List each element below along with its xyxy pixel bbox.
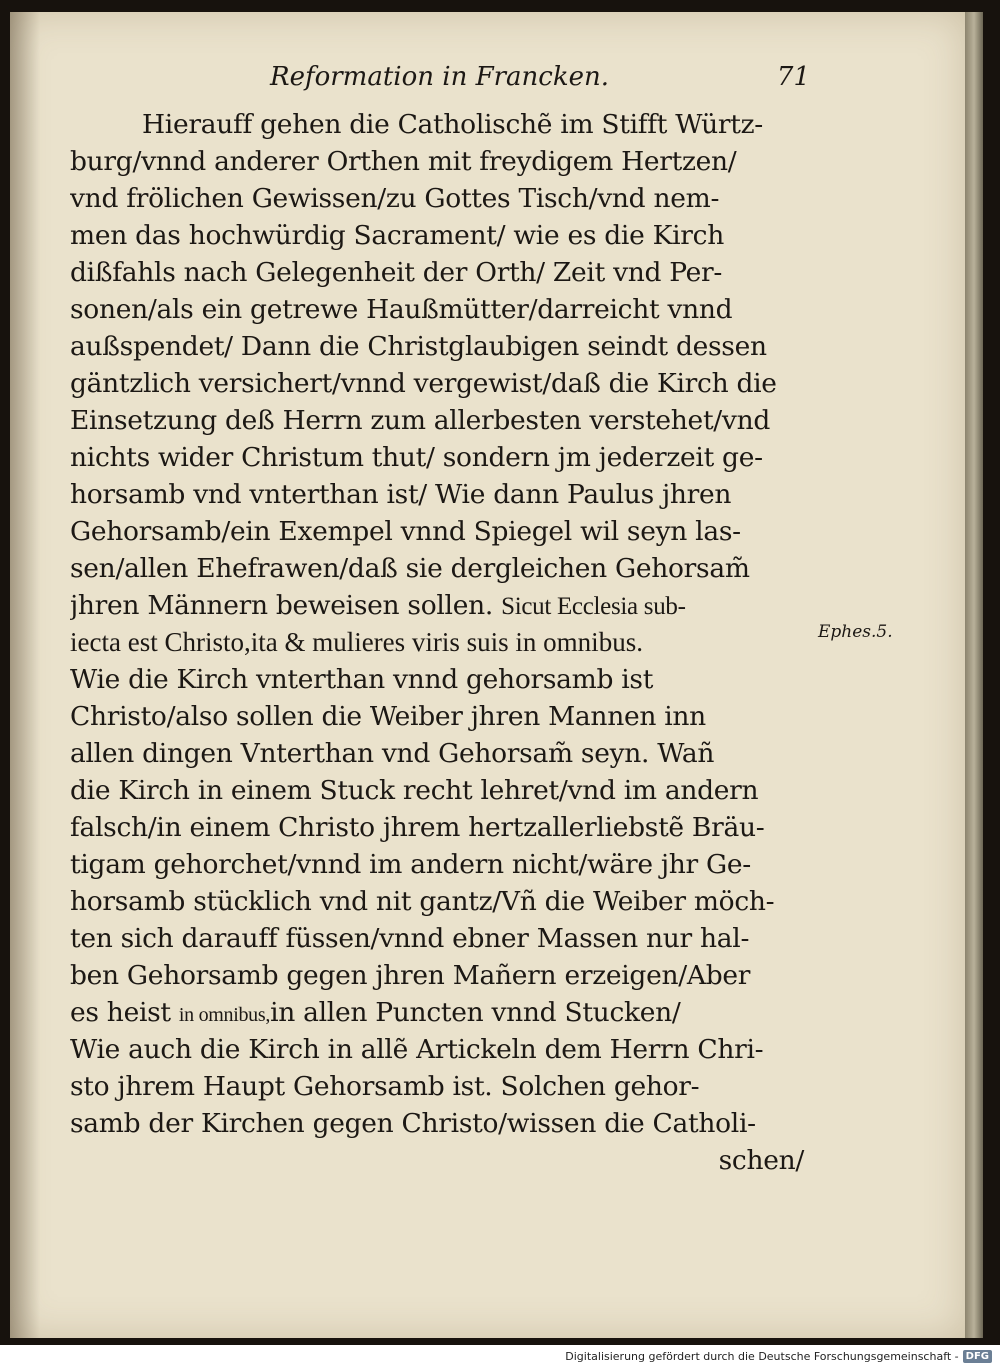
text-line: vnd frölichen Gewissen/zu Gottes Tisch/vnd nem- [70,183,720,214]
text-line: falsch/in einem Christo jhrem hertzallerliebstẽ Bräu- [70,812,765,843]
footer-credit: Digitalisierung gefördert durch die Deutsche Forschungsgemeinschaft - [565,1349,959,1363]
marginal-note: Ephes.5. [818,622,893,642]
text-line: Hierauff gehen die Catholischẽ im Stifft Würtz- [142,109,763,140]
text-line: Christo/also sollen die Weiber jhren Mannen inn [70,701,706,732]
latin-quotation: Sicut Ecclesia sub- [501,593,686,620]
page-edge [965,12,983,1338]
text-block [70,62,810,1179]
running-head: Reformation in Francken. [270,62,610,92]
text-line: ten sich darauff füssen/vnnd ebner Massen nur hal- [70,923,750,954]
german-text: in allen Puncten vnnd Stucken/ [270,997,681,1028]
text-line: men das hochwürdig Sacrament/ wie es die Kirch [70,220,724,251]
text-line: die Kirch in einem Stuck recht lehret/vnd im andern [70,775,759,806]
text-line: allen dingen Vnterthan vnd Gehorsam̃ seyn. Wañ [70,738,715,769]
text-line-mixed [70,994,810,1031]
text-line: horsamb stücklich vnd nit gantz/Vñ die Weiber möch- [70,886,775,917]
latin-word: in omnibus, [178,1004,271,1026]
text-line: sonen/als ein getrewe Haußmütter/darreicht vnnd [70,294,733,325]
text-line: außspendet/ Dann die Christglaubigen seindt dessen [70,331,767,362]
dfg-logo: DFG [963,1350,992,1363]
text-line: Wie auch die Kirch in allẽ Artickeln dem Herrn Chri- [70,1034,764,1065]
text-line: nichts wider Christum thut/ sondern jm jederzeit ge- [70,442,763,473]
text-line: dißfahls nach Gelegenheit der Orth/ Zeit vnd Per- [70,257,723,288]
text-line: sto jhrem Haupt Gehorsamb ist. Solchen gehor- [70,1071,700,1102]
footer-bar [0,1345,1000,1367]
page-header [70,62,810,106]
page-gutter-shadow [10,12,40,1338]
text-line-mixed [70,587,810,624]
german-text: jhren Männern beweisen sollen. [70,590,493,621]
text-line: sen/allen Ehefrawen/daß sie dergleichen Gehorsam̃ [70,553,750,584]
text-line: Einsetzung deß Herrn zum allerbesten verstehet/vnd [70,405,771,436]
text-line: samb der Kirchen gegen Christo/wissen die Catholi- [70,1108,756,1139]
text-line: Wie die Kirch vnterthan vnnd gehorsamb ist [70,664,654,695]
text-line: gäntzlich versichert/vnnd vergewist/daß die Kirch die [70,368,777,399]
text-line: Gehorsamb/ein Exempel vnnd Spiegel wil seyn las- [70,516,741,547]
page-number: 71 [776,62,810,92]
catchword: schen/ [718,1145,804,1176]
text-line: tigam gehorchet/vnnd im andern nicht/wäre jhr Ge- [70,849,751,880]
german-text: es heist [70,997,171,1028]
text-line: burg/vnnd anderer Orthen mit freydigem Hertzen/ [70,146,737,177]
text-line: ben Gehorsamb gegen jhren Mañern erzeigen/Aber [70,960,751,991]
latin-quotation-line: iecta est Christo,ita & mulieres viris suis in omnibus. [70,627,643,657]
text-line: horsamb vnd vnterthan ist/ Wie dann Paulus jhren [70,479,732,510]
